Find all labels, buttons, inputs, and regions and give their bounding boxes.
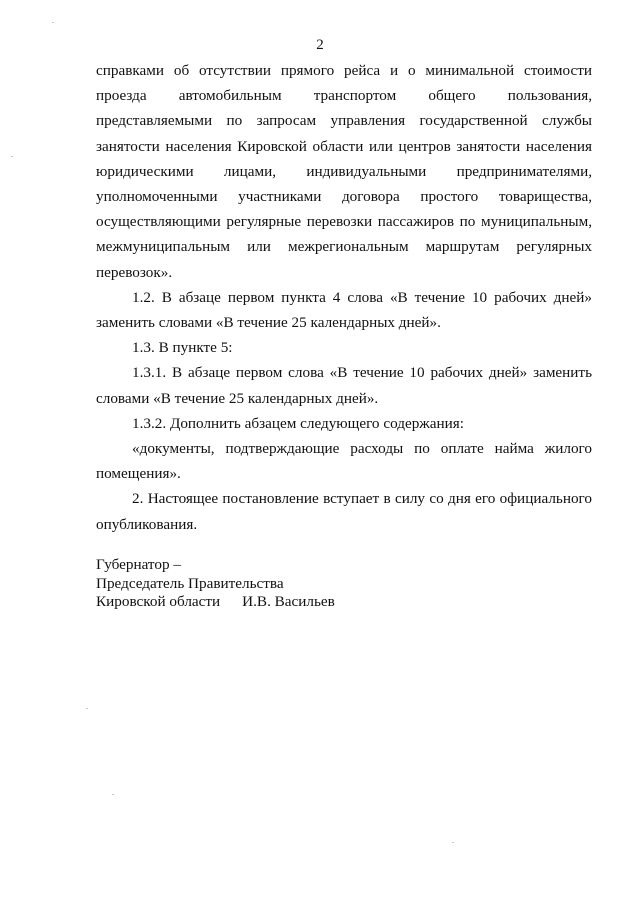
paragraph-clause-2: 2. Настоящее постановление вступает в силу со дня его официального опубликования. — [96, 490, 592, 533]
scan-speck — [11, 156, 13, 157]
scan-speck — [112, 794, 114, 795]
paragraph-clause-1-3-2: 1.3.2. Дополнить абзацем следующего содержания: — [132, 414, 464, 432]
document-body — [96, 58, 592, 537]
scan-speck — [52, 22, 54, 23]
paragraph-clause-1-3: 1.3. В пункте 5: — [132, 339, 233, 357]
signer-title-line-1: Губернатор – — [96, 556, 181, 573]
paragraph-continuation: справками об отсутствии прямого рейса и о минимальной стоимости проезда автомобильным транспортом общего пользования, представляемыми по запросам управления государственной службы занятости населения Кировской области или центров занятости населения юридическими лицами, индивидуальными предпринимателями, уполномоченными участниками договора простого товарищества, осуществляющими регулярные перевозки пассажиров по муниципальным, межмуниципальным или межрегиональным маршрутам регулярных перевозок». — [96, 62, 592, 281]
signer-title-line-2: Председатель Правительства — [96, 574, 284, 592]
signer-name: И.В. Васильев — [242, 593, 335, 610]
scan-speck — [86, 708, 88, 709]
signer-region: Кировской области — [96, 593, 221, 610]
paragraph-clause-1-2: 1.2. В абзаце первом пункта 4 слова «В течение 10 рабочих дней» заменить словами «В течение 25 календарных дней». — [96, 288, 592, 332]
page-number: 2 — [316, 37, 324, 53]
signature-block — [96, 556, 496, 612]
paragraph-clause-1-3-1: 1.3.1. В абзаце первом слова «В течение 10 рабочих дней» заменить словами «В течение 25 календарных дней». — [96, 364, 592, 407]
signer-title-line-3 — [96, 593, 496, 612]
scan-speck — [452, 842, 454, 843]
paragraph-quoted-addition: «документы, подтверждающие расходы по оплате найма жилого помещения». — [96, 440, 592, 483]
